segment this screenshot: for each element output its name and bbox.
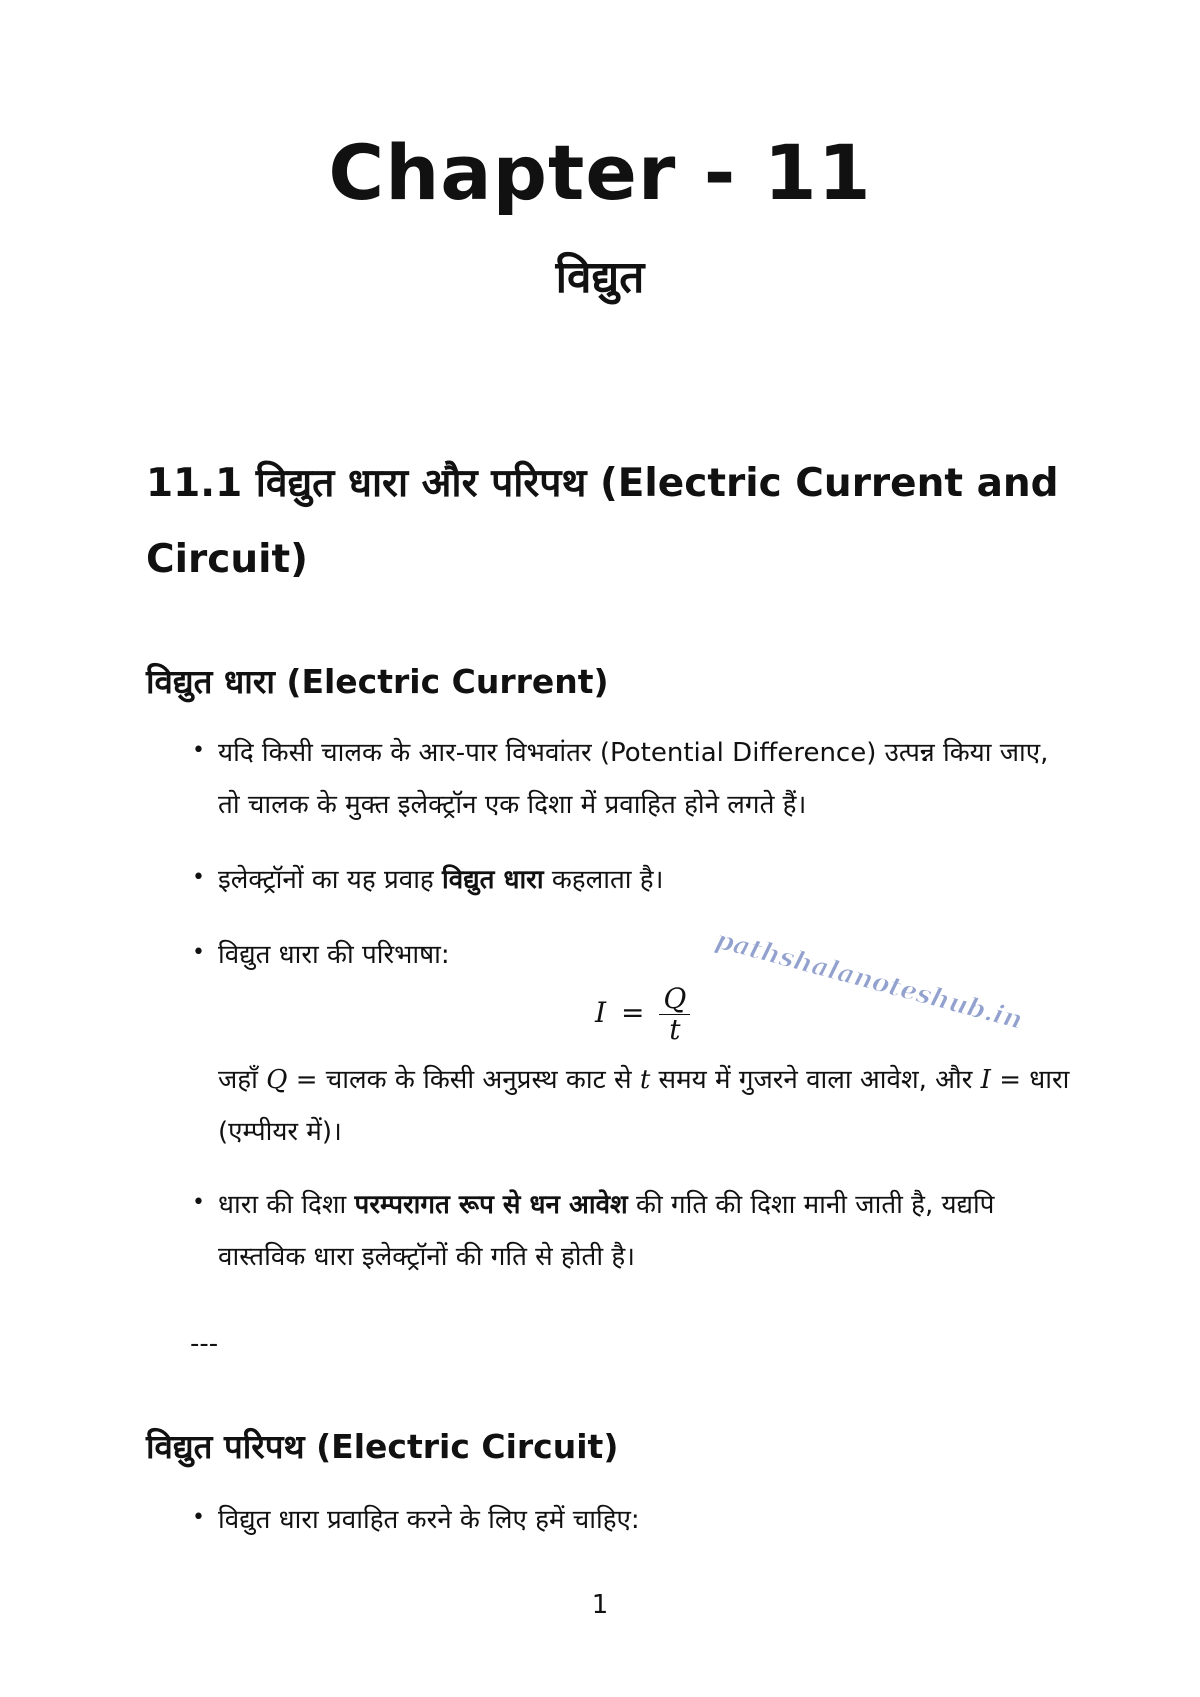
numerator: Q — [659, 984, 690, 1015]
text: धारा की दिशा — [218, 1190, 355, 1220]
electric-current-heading: विद्युत धारा (Electric Current) — [146, 662, 609, 701]
var-i: I — [980, 1065, 991, 1095]
denominator: t — [669, 1013, 681, 1046]
chapter-title: Chapter - 11 — [328, 128, 872, 217]
bold-term: विद्युत धारा — [442, 865, 544, 895]
fraction — [659, 984, 690, 1045]
section-heading: 11.1 विद्युत धारा और परिपथ (Electric Current and Circuit) — [146, 461, 1059, 582]
bullet-icon: • — [192, 865, 205, 890]
text: की गति की दिशा मानी जाती है, यद्यपि वास्तविक धारा इलेक्ट्रॉनों की गति से होती है। — [218, 1190, 995, 1272]
bullet-icon: • — [192, 1190, 205, 1215]
electric-circuit-heading: विद्युत परिपथ (Electric Circuit) — [146, 1427, 619, 1466]
page-number: 1 — [591, 1590, 609, 1620]
bullet-icon: • — [192, 940, 205, 965]
list-item — [218, 854, 1078, 906]
text: समय में गुजरने वाला आवेश, और — [650, 1065, 981, 1095]
text: = धारा (एम्पीयर में)। — [218, 1065, 1070, 1147]
list-item: यदि किसी चालक के आर-पार विभवांतर (Potential Difference) उत्पन्न किया जाए, तो चालक के मुक्त इलेक्ट्रॉन एक दिशा में प्रवाहित होने लगते हैं। — [218, 738, 1049, 820]
text: इलेक्ट्रॉनों का यह प्रवाह — [218, 865, 443, 895]
var-t: t — [639, 1065, 651, 1095]
formula-eq: = — [620, 996, 645, 1029]
list-item: विद्युत धारा प्रवाहित करने के लिए हमें चाहिए: — [218, 1505, 640, 1535]
var-q: Q — [266, 1065, 288, 1095]
bullet-icon: • — [192, 738, 205, 763]
formula-explanation — [218, 1054, 1078, 1158]
formula — [595, 984, 690, 1045]
text: कहलाता है। — [543, 865, 664, 895]
list-item: विद्युत धारा की परिभाषा: — [218, 940, 450, 970]
chapter-subtitle: विद्युत — [555, 252, 645, 303]
list-item — [218, 1179, 1078, 1283]
text: = चालक के किसी अनुप्रस्थ काट से — [287, 1065, 640, 1095]
formula-lhs: I — [595, 996, 607, 1029]
separator: --- — [190, 1329, 219, 1359]
bold-term: परम्परागत रूप से धन आवेश — [354, 1190, 628, 1220]
bullet-icon: • — [192, 1505, 205, 1530]
watermark: pathshalanoteshub.in — [712, 925, 1026, 1036]
text: जहाँ — [218, 1065, 267, 1095]
